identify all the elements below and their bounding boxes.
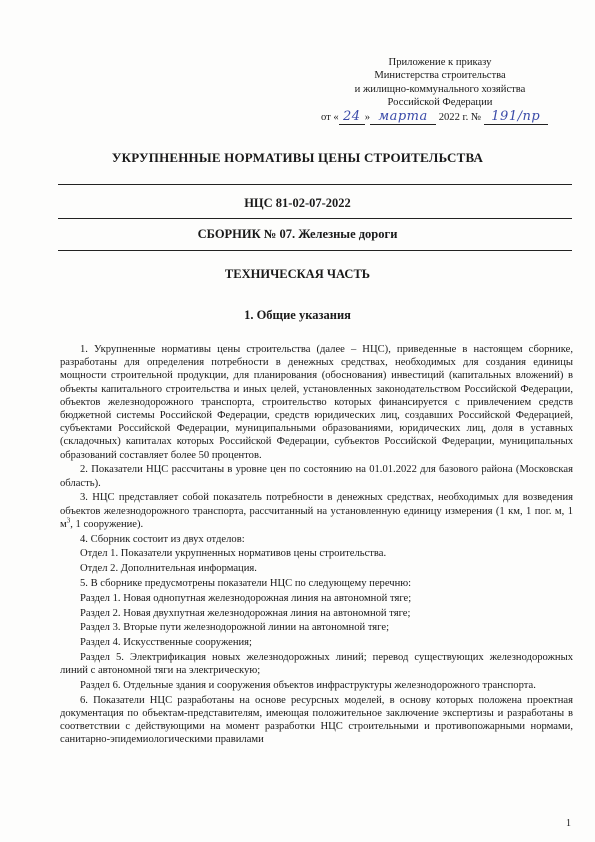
document-title: УКРУПНЕННЫЕ НОРМАТИВЫ ЦЕНЫ СТРОИТЕЛЬСТВА xyxy=(111,150,484,165)
paragraph: Раздел 3. Вторые пути железнодорожной линии на автономной тяге; xyxy=(80,622,390,634)
divider xyxy=(58,250,572,251)
page-number: 1 xyxy=(566,818,571,829)
paragraph: Раздел 4. Искусственные сооружения; xyxy=(80,637,252,649)
approval-line: Министерства строительства xyxy=(374,70,506,82)
paragraph: Отдел 2. Дополнительная информация. xyxy=(80,563,257,575)
paragraph xyxy=(60,491,573,531)
paragraph: 6. Показатели НЦС разработаны на основе ресурсных моделей, в основу которых положена проектная документация по объектам-представителям, имеющая положительное заключение экспертизы и разработаны в соответствии с действующими на момент разработки НЦС строительными и противопожарными нормами, санитарно-эпидемиологическими правилами xyxy=(60,694,573,746)
divider xyxy=(58,184,572,185)
date-mid: » xyxy=(364,112,371,123)
handwritten-day: 24 xyxy=(339,109,365,125)
paragraph: 4. Сборник состоит из двух отделов: xyxy=(80,533,245,545)
paragraph: Отдел 1. Показатели укрупненных нормативов цены строительства. xyxy=(80,548,387,560)
paragraph: Раздел 6. Отдельные здания и сооружения объектов инфраструктуры железнодорожного транспорта. xyxy=(80,680,536,691)
paragraph-tail: , 1 сооружение). xyxy=(70,518,144,530)
date-year: 2022 г. № xyxy=(438,112,482,123)
paragraph: 2. Показатели НЦС рассчитаны в уровне цен по состоянию на 01.01.2022 для базового района (Московская область). xyxy=(60,464,573,489)
subsection-title: 1. Общие указания xyxy=(244,308,351,322)
approval-block xyxy=(300,56,580,110)
paragraph: 5. В сборнике предусмотрены показатели НЦС по следующему перечню: xyxy=(80,578,412,590)
body-text xyxy=(60,343,573,748)
handwritten-order-number: 191/пр xyxy=(484,109,548,125)
norm-code: НЦС 81-02-07-2022 xyxy=(244,196,351,210)
paragraph: Раздел 1. Новая однопутная железнодорожная линия на автономной тяге; xyxy=(80,592,412,604)
handwritten-month: марта xyxy=(370,109,436,125)
paragraph: 1. Укрупненные нормативы цены строительства (далее – НЦС), приведенные в настоящем сборнике, разработаны для определения потребности в денежных средствах, необходимых для создания единицы мощности строительной продукции, для планирования (обоснования) инвестиций (капитальных вложений) в объекты капитального строительства и иных целей, установленных законодательством Российской Федерации, объектов железнодорожного транспорта, строительство которых финансируется с привлечением средств бюджетной системы Российской Федерации, средств юридических лиц, создавших Российской Федерацией, субъектами Российской Федерации, муниципальными образованиями, юридических лиц, доля в уставных (складочных) капиталах которых Российской Федерации, субъектов Российской Федерации, муниципальных образований составляет более 50 процентов. xyxy=(60,344,573,461)
superscript: 3 xyxy=(66,516,71,525)
paragraph: Раздел 2. Новая двухпутная железнодорожная линия на автономной тяге; xyxy=(80,607,411,619)
approval-line: и жилищно-коммунального хозяйства xyxy=(354,83,526,95)
section-title: ТЕХНИЧЕСКАЯ ЧАСТЬ xyxy=(224,267,371,281)
collection-title: СБОРНИК № 07. Железные дороги xyxy=(197,227,398,241)
paragraph-text: 3. НЦС представляет собой показатель потребности в денежных средствах, необходимых для возведения объектов железнодорожного транспорта, рассчитанный на установленную единицу измерения (1 км, 1 пог. м, 1 м xyxy=(60,492,573,530)
date-prefix: от « xyxy=(321,112,339,123)
paragraph: Раздел 5. Электрификация новых железнодорожных линий; перевод существующих железнодорожных линий с автономной тяги на электрическую; xyxy=(60,652,573,677)
approval-line: Российской Федерации xyxy=(387,97,493,109)
divider xyxy=(58,218,572,219)
approval-line: Приложение к приказу xyxy=(388,57,492,68)
order-date-line xyxy=(321,109,548,125)
